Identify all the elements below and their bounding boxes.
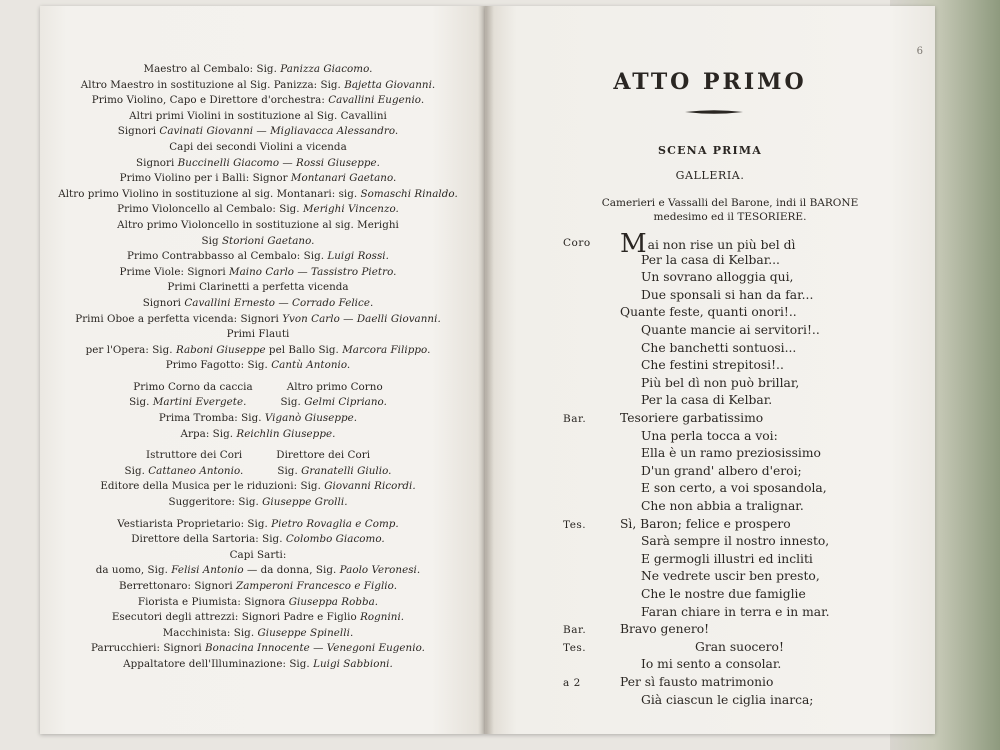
- verse-line: [485, 287, 935, 304]
- verse-text-wrap: [620, 621, 709, 638]
- verse-text: Ne vedrete uscir ben presto,: [641, 569, 820, 584]
- verse-text-wrap: [641, 480, 827, 497]
- credit-name: Rognini.: [360, 611, 405, 624]
- verse-text-wrap: [641, 533, 829, 550]
- credit-line: [58, 427, 458, 443]
- credit-role: da uomo, Sig.: [95, 564, 172, 577]
- credit-name: Cantù Antonio.: [271, 359, 351, 372]
- credit-role: Capi Sarti:: [229, 548, 287, 561]
- credit-line: [58, 109, 458, 125]
- credit-line: [58, 93, 458, 109]
- credit-role: Capi dei secondi Violini a vicenda: [169, 140, 347, 153]
- verse-line: [485, 357, 935, 374]
- credit-two-column-heads: [58, 380, 458, 396]
- credit-role: Primi Clarinetti a perfetta vicenda: [167, 281, 349, 294]
- credit-role: Berrettonaro: Signori: [118, 580, 237, 592]
- credit-line: [58, 411, 458, 427]
- credit-line: [58, 265, 458, 281]
- credit-line: [58, 358, 458, 374]
- credit-role: Altri primi Violini in sostituzione al Sig. Cavallini: [129, 109, 387, 122]
- credit-line: [58, 234, 458, 250]
- left-page: [40, 6, 485, 734]
- credit-column: [280, 395, 386, 411]
- verse-text: Che banchetti sontuosi...: [641, 340, 797, 355]
- right-page: [485, 6, 935, 734]
- credit-line: [58, 296, 458, 312]
- credit-name: Giuseppa Robba.: [288, 595, 379, 608]
- credit-role: Signori: [117, 125, 160, 138]
- credit-role: Editore della Musica per le riduzioni: Sig.: [100, 480, 325, 493]
- credit-line: [58, 595, 458, 611]
- credit-role: Altro primo Corno: [286, 380, 383, 393]
- credit-role: Macchinista: Sig.: [162, 626, 258, 639]
- verse-text: Più bel dì non può brillar,: [641, 375, 800, 390]
- verse-text-wrap: [641, 340, 796, 357]
- verse-text-wrap: [695, 639, 784, 656]
- credit-name: Giuseppe Grolli.: [262, 496, 348, 509]
- verse-text-wrap: [641, 428, 778, 445]
- credit-role: Vestiarista Proprietario: Sig.: [117, 517, 272, 530]
- credit-line: [58, 532, 458, 548]
- verse-text: Per la casa di Kelbar...: [641, 252, 780, 267]
- verse-line: [485, 604, 935, 621]
- open-libretto: [40, 6, 940, 744]
- credit-line: [58, 495, 458, 511]
- credit-line: [58, 312, 458, 328]
- verse-text-wrap: [641, 551, 813, 568]
- verse-text-wrap: [641, 322, 820, 339]
- verse-line: [485, 692, 935, 709]
- act-title: ATTO PRIMO: [613, 69, 807, 95]
- verse-text: Che le nostre due famiglie: [641, 587, 806, 601]
- credit-name: Giovanni Ricordi.: [324, 480, 416, 493]
- speaker-label: a 2: [563, 677, 581, 689]
- verse-text: Ella è un ramo preziosissimo: [641, 446, 821, 461]
- verse-text: Per sì fausto matrimonio: [620, 675, 774, 689]
- credit-name: Cavallini Eugenio.: [328, 94, 425, 107]
- verse-text: Bravo genero!: [620, 622, 710, 637]
- credit-line: [58, 249, 458, 265]
- scene-place: GALLERIA.: [675, 169, 745, 182]
- credit-role: Appaltatore dell'Illuminazione: Sig.: [123, 657, 314, 670]
- credit-line: [58, 563, 458, 579]
- verse-text: Gran suocero!: [695, 639, 784, 654]
- credit-line: [58, 62, 458, 78]
- verse-line: [485, 445, 935, 462]
- verse-line: [485, 340, 935, 357]
- verse-text: Per la casa di Kelbar.: [641, 393, 773, 408]
- credit-role: Sig: [201, 234, 222, 247]
- credit-role: Esecutori degli attrezzi: Signori Padre e Figlio: [111, 611, 361, 624]
- verse-line: [485, 533, 935, 550]
- credit-role: Primo Violino per i Balli: Signor: [119, 172, 291, 185]
- verse-text: E son certo, a voi sposandola,: [641, 481, 827, 496]
- credit-line: [58, 202, 458, 218]
- credit-role: Primi Flauti: [226, 328, 290, 341]
- credit-two-column-heads: [58, 448, 458, 464]
- credit-name: Yvon Carlo — Daelli Giovanni.: [282, 312, 441, 325]
- verse-text: Faran chiare in terra e in mar.: [641, 604, 830, 619]
- credit-line: [58, 610, 458, 626]
- verse-text: Due sponsali si han da far...: [641, 287, 814, 302]
- credit-role: Primo Violino, Capo e Direttore d'orchestra:: [91, 94, 329, 107]
- verse-text-wrap: [641, 445, 821, 462]
- verse-line: [485, 229, 935, 259]
- credit-line: [58, 479, 458, 495]
- credit-name: Montanari Gaetano.: [290, 172, 397, 185]
- credit-name: Cavallini Ernesto — Corrado Felice.: [184, 296, 374, 309]
- credit-name: Somaschi Rinaldo.: [360, 187, 458, 200]
- verse-line: [485, 392, 935, 409]
- credit-line: [58, 657, 458, 673]
- credit-column: [129, 395, 246, 411]
- credit-role: — da donna, Sig.: [243, 564, 340, 577]
- credit-role: Maestro al Cembalo: Sig.: [143, 63, 281, 75]
- credit-role: Altro Maestro in sostituzione al Sig. Panizza: Sig.: [80, 78, 345, 91]
- credit-role: Direttore dei Cori: [276, 449, 371, 462]
- verse-text-wrap: [641, 252, 780, 269]
- credit-name: Cattaneo Antonio.: [148, 464, 244, 477]
- credit-name: Buccinelli Giacomo — Rossi Giuseppe.: [177, 156, 380, 169]
- verse-line: [485, 269, 935, 286]
- verse-line: [485, 304, 935, 321]
- credit-name: Reichlin Giuseppe.: [236, 427, 336, 440]
- speaker-label: Tes.: [563, 641, 587, 654]
- credit-role: Primi Oboe a perfetta vicenda: Signori: [75, 312, 283, 325]
- credit-line: [58, 218, 458, 234]
- stage-direction-line: medesimo ed il TESORIERE.: [653, 210, 807, 223]
- verse-text: Sì, Baron; felice e prospero: [620, 516, 791, 531]
- verse-line: [485, 252, 935, 269]
- verse-text: Quante feste, quanti onori!..: [620, 305, 797, 320]
- credit-line: [58, 124, 458, 140]
- credit-name: Giuseppe Spinelli.: [257, 626, 354, 639]
- verse-text-wrap: [641, 357, 784, 374]
- credit-name: Gelmi Cipriano.: [304, 396, 387, 409]
- credit-column: [277, 464, 391, 480]
- verse-text: Che non abbia a tralignar.: [641, 499, 804, 513]
- verse-line: [485, 322, 935, 339]
- verse-line: [485, 410, 935, 427]
- verse-text: Già ciascun le ciglia inarca;: [641, 692, 814, 707]
- verse-text: Un sovrano alloggia qui,: [641, 270, 794, 285]
- verse-line: [485, 656, 935, 673]
- orchestra-credits: [58, 62, 458, 673]
- credit-name: Felisi Antonio: [171, 564, 244, 577]
- scene-title: SCENA PRIMA: [658, 144, 762, 157]
- credit-role: Signori: [136, 156, 178, 169]
- credit-role: per l'Opera: Sig.: [85, 343, 176, 356]
- credit-name: Pietro Rovaglia e Comp.: [271, 517, 399, 530]
- credit-name: Merighi Vincenzo.: [302, 203, 399, 216]
- credit-line: [58, 156, 458, 172]
- stage-direction-line: Camerieri e Vassalli del Barone, indi il BARONE: [601, 197, 859, 209]
- page-number: 6: [916, 46, 923, 57]
- credit-role: Primo Fagotto: Sig.: [165, 359, 272, 372]
- credit-line: [58, 187, 458, 203]
- credit-name: Viganò Giuseppe.: [264, 412, 358, 425]
- verse-text: ai non rise un più bel dì: [647, 238, 796, 252]
- credit-line: [58, 327, 458, 343]
- credit-line: [58, 78, 458, 94]
- verse-text-wrap: [620, 516, 791, 533]
- credit-role: Fiorista e Piumista: Signora: [137, 595, 289, 608]
- credit-role: Primo Contrabbasso al Cembalo: Sig.: [127, 250, 328, 263]
- verse-text: Quante mancie ai servitori!..: [641, 323, 820, 337]
- credit-line: [58, 343, 458, 359]
- verse-text-wrap: [641, 568, 820, 585]
- verse-text: Io mi sento a consolar.: [641, 657, 782, 672]
- credit-two-column-names: [58, 395, 458, 411]
- verse-text-wrap: [641, 692, 813, 709]
- credit-name: Raboni Giuseppe: [175, 343, 266, 356]
- credit-line: [58, 280, 458, 296]
- credit-role: Prima Tromba: Sig.: [158, 412, 265, 425]
- verse-line: [485, 463, 935, 480]
- credit-role: Prime Viole: Signori: [119, 265, 229, 278]
- credit-column: [125, 464, 244, 480]
- verse-text-wrap: [641, 586, 806, 603]
- credit-name: Zamperoni Francesco e Figlio.: [236, 580, 398, 592]
- credit-line: [58, 140, 458, 156]
- credit-role: Sig.: [277, 464, 302, 477]
- credit-line: [58, 171, 458, 187]
- credit-name: Martini Evergete.: [152, 396, 247, 409]
- credit-role: Parrucchieri: Signori: [91, 642, 205, 655]
- verse-text-wrap: [620, 304, 797, 321]
- credit-name: Luigi Sabbioni.: [313, 657, 393, 670]
- verse-line: [485, 516, 935, 533]
- credit-name: Maino Carlo — Tassistro Pietro.: [229, 265, 397, 278]
- credit-name: Marcora Filippo.: [342, 343, 431, 356]
- verse-line: [485, 621, 935, 638]
- verse-line: [485, 568, 935, 585]
- credit-role: Istruttore dei Cori: [145, 449, 243, 462]
- credit-name: Cavinati Giovanni — Migliavacca Alessandro.: [159, 125, 399, 138]
- drop-cap: M: [620, 229, 647, 259]
- credit-role: pel Ballo Sig.: [265, 343, 343, 356]
- credit-name: Luigi Rossi.: [327, 250, 389, 263]
- ornament-rule-icon: [685, 109, 743, 115]
- verse-text-wrap: [641, 656, 781, 673]
- credit-line: [58, 548, 458, 564]
- credit-role: Direttore della Sartoria: Sig.: [131, 533, 286, 546]
- credit-two-column-names: [58, 464, 458, 480]
- verse-text: D'un grand' albero d'eroi;: [641, 463, 802, 478]
- verse-text-wrap: [641, 604, 830, 621]
- credit-role: Primo Corno da caccia: [133, 380, 253, 393]
- credit-name: Bonacina Innocente — Venegoni Eugenio.: [204, 642, 425, 655]
- verse-text: Che festini strepitosi!..: [641, 358, 784, 373]
- credit-role: Primo Violoncello al Cembalo: Sig.: [117, 203, 303, 216]
- credit-role: Arpa: Sig.: [180, 427, 237, 440]
- speaker-label: Tes.: [563, 518, 587, 531]
- verse-line: [485, 551, 935, 568]
- verse-line: [485, 498, 935, 515]
- verse-line: [485, 428, 935, 445]
- credit-name: Colombo Giacomo.: [285, 533, 385, 546]
- verse-text-wrap: [641, 498, 804, 515]
- verse-text-wrap: [641, 269, 793, 286]
- credit-role: Sig.: [129, 396, 153, 409]
- verse-line: [485, 639, 935, 656]
- verse-text-wrap: [641, 463, 802, 480]
- verse-line: [485, 375, 935, 392]
- credit-role: Sig.: [280, 396, 305, 409]
- credit-line: [58, 517, 458, 533]
- credit-role: Sig.: [124, 464, 149, 477]
- verse-line: [485, 674, 935, 691]
- verse-line: [485, 586, 935, 603]
- verse-text: Sarà sempre il nostro innesto,: [641, 534, 830, 549]
- stage-direction: [580, 197, 880, 224]
- credit-name: Panizza Giacomo.: [280, 63, 373, 75]
- verse-text: E germogli illustri ed incliti: [641, 551, 813, 566]
- credit-name: Bajetta Giovanni.: [344, 78, 436, 91]
- verse-text-wrap: [620, 674, 773, 691]
- credit-line: [58, 641, 458, 657]
- verse-line: [485, 480, 935, 497]
- verse-text-wrap: [641, 287, 813, 304]
- credit-name: Paolo Veronesi.: [339, 564, 421, 577]
- credit-name: Granatelli Giulio.: [301, 464, 392, 477]
- verse-text-wrap: [641, 392, 772, 409]
- verse-text-wrap: [641, 375, 799, 392]
- credit-line: [58, 626, 458, 642]
- credit-line: [58, 579, 458, 595]
- credit-role: Signori: [142, 296, 185, 309]
- credit-role: Suggeritore: Sig.: [168, 496, 263, 509]
- credit-role: Altro primo Violoncello in sostituzione al sig. Merighi: [117, 218, 399, 231]
- book-gutter: [478, 6, 494, 734]
- verse-text: Una perla tocca a voi:: [641, 428, 778, 443]
- verse-text: Tesoriere garbatissimo: [620, 411, 764, 425]
- speaker-label: Bar.: [563, 624, 587, 637]
- speaker-label: Bar.: [563, 413, 587, 425]
- verse-text-wrap: [620, 410, 763, 427]
- credit-name: Storioni Gaetano.: [221, 234, 315, 247]
- speaker-label: Coro: [563, 237, 591, 249]
- credit-role: Altro primo Violino in sostituzione al sig. Montanari: sig.: [58, 187, 361, 200]
